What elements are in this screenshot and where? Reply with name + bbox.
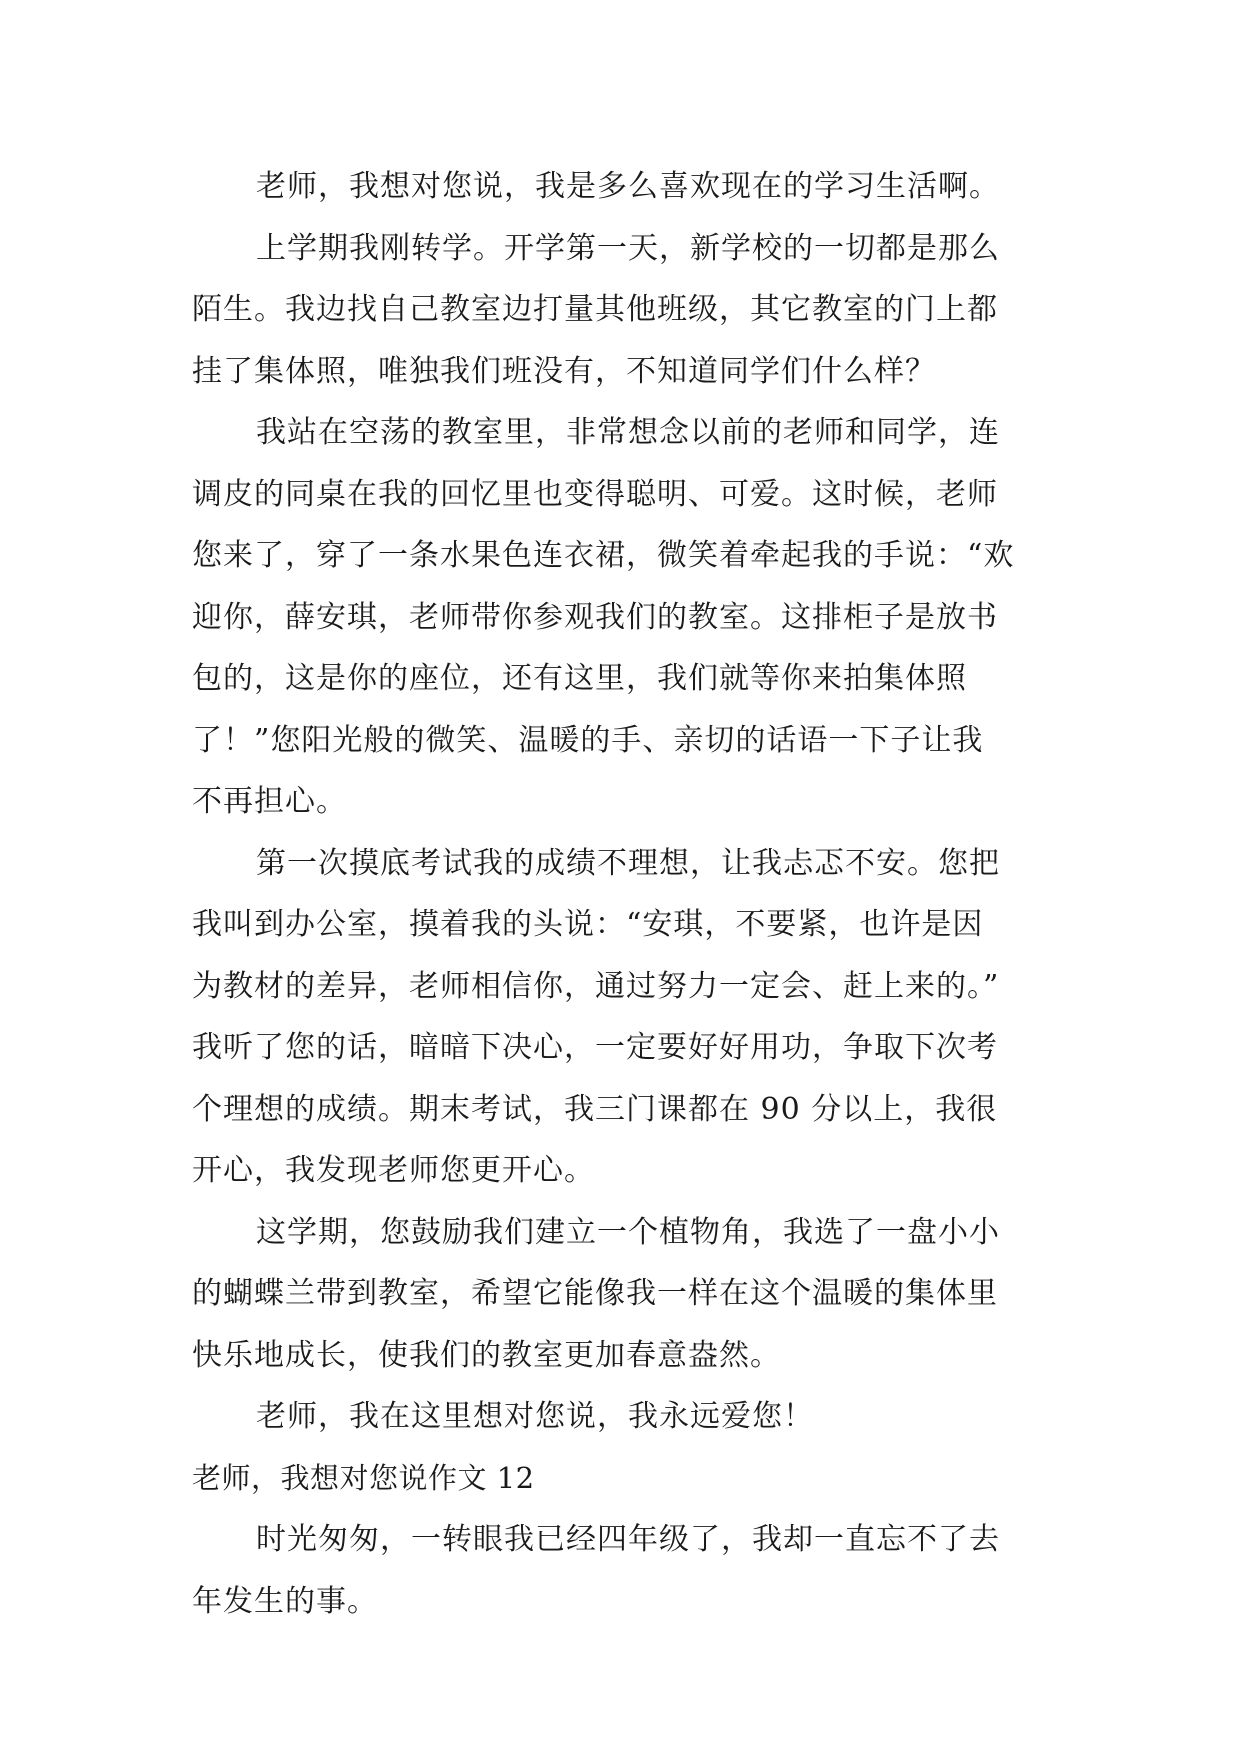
paragraph-line: 个理想的成绩。期末考试，我三门课都在 90 分以上，我很 xyxy=(192,1091,998,1127)
paragraph-line: 老师，我想对您说，我是多么喜欢现在的学习生活啊。 xyxy=(256,169,1000,204)
paragraph-line: 快乐地成长，使我们的教室更加春意盎然。 xyxy=(192,1337,781,1373)
paragraph-line: 调皮的同桌在我的回忆里也变得聪明、可爱。这时候，老师 xyxy=(192,476,998,512)
essay-body xyxy=(192,156,1082,1632)
paragraph-line: 不再担心。 xyxy=(192,784,347,819)
paragraph-line: 老师，我在这里想对您说，我永远爱您！ xyxy=(256,1399,814,1434)
paragraph-line: 包的，这是你的座位，还有这里，我们就等你来拍集体照 xyxy=(192,661,967,696)
paragraph-line: 上学期我刚转学。开学第一天，新学校的一切都是那么 xyxy=(256,230,1000,266)
paragraph-line: 时光匆匆，一转眼我已经四年级了，我却一直忘不了去 xyxy=(256,1522,1000,1557)
paragraph-line: 第一次摸底考试我的成绩不理想，让我忐忑不安。您把 xyxy=(256,845,1000,881)
paragraph-line: 我叫到办公室，摸着我的头说：“安琪，不要紧，也许是因 xyxy=(192,907,984,942)
paragraph-line: 您来了，穿了一条水果色连衣裙，微笑着牵起我的手说：“欢 xyxy=(192,538,1015,573)
paragraph-line: 的蝴蝶兰带到教室，希望它能像我一样在这个温暖的集体里 xyxy=(192,1276,998,1311)
paragraph-line: 我站在空荡的教室里，非常想念以前的老师和同学，连 xyxy=(256,415,1000,450)
section-heading: 老师，我想对您说作文 12 xyxy=(192,1460,535,1495)
paragraph-line: 开心，我发现老师您更开心。 xyxy=(192,1153,595,1188)
paragraph-line: 这学期，您鼓励我们建立一个植物角，我选了一盘小小 xyxy=(256,1214,1000,1250)
paragraph-line: 了！”您阳光般的微笑、温暖的手、亲切的话语一下子让我 xyxy=(192,722,984,758)
paragraph-line: 我听了您的话，暗暗下决心，一定要好好用功，争取下次考 xyxy=(192,1030,998,1065)
paragraph-line: 陌生。我边找自己教室边打量其他班级，其它教室的门上都 xyxy=(192,292,998,327)
paragraph-line: 挂了集体照，唯独我们班没有，不知道同学们什么样？ xyxy=(192,353,936,389)
paragraph-line: 年发生的事。 xyxy=(192,1583,378,1619)
paragraph-line: 迎你，薛安琪，老师带你参观我们的教室。这排柜子是放书 xyxy=(192,599,998,635)
paragraph-line: 为教材的差异，老师相信你，通过努力一定会、赶上来的。” xyxy=(192,968,1000,1004)
